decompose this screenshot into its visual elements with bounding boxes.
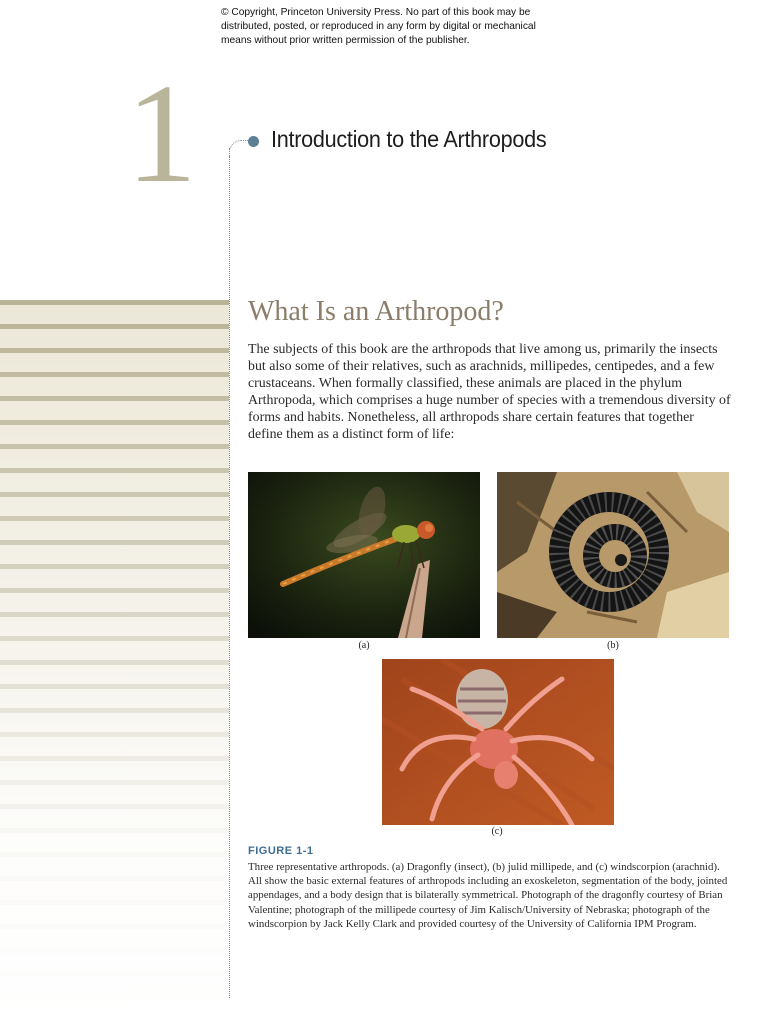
copyright-notice: © Copyright, Princeton University Press. No part of this book may be distributed, posted, or reproduced in any form by digital or mechanical means without prior written permission of the publisher. (221, 7, 536, 46)
chapter-title: Introduction to the Arthropods (271, 126, 547, 152)
panel-caption-b: (b) (607, 640, 619, 651)
section-title: What Is an Arthropod? (248, 296, 504, 327)
millipede-photo (497, 472, 729, 638)
panel-caption-c: (c) (491, 826, 503, 837)
dragonfly-photo (248, 472, 480, 638)
panel-caption-a: (a) (358, 640, 370, 651)
figure-caption: Three representative arthropods. (a) Dragonfly (insect), (b) julid millipede, and (c) windscorpion (arachnid). All show the basic external features of arthropods including an exoskeleton, segmentation of the body, jointed appendages, and a body design that is bilaterally symmetrical. Photograph of the dragonfly courtesy of Brian Valentine; photograph of the millipede courtesy of Jim Kalisch/University of Nebraska; photograph of the windscorpion by Jack Kelly Clark and provided courtesy of the University of California IPM Program. (248, 861, 728, 930)
chapter-number: 1 (126, 54, 197, 212)
figure-label: FIGURE 1-1 (248, 845, 314, 857)
stripes-fade (0, 300, 229, 1024)
windscorpion-photo (382, 659, 614, 825)
chapter-bullet-icon (248, 136, 259, 147)
dotted-guide-line (229, 148, 230, 998)
intro-paragraph: The subjects of this book are the arthropods that live among us, primarily the insects but also some of their relatives, such as arachnids, millipedes, centipedes, and a few crustaceans. When formally classified, these animals are placed in the phylum Arthropoda, which comprises a huge number of species with a tremendous diversity of forms and habits. Nonetheless, all arthropods share certain features that together define them as a distinct form of life: (248, 342, 731, 442)
dotted-connector-curve (229, 140, 248, 157)
